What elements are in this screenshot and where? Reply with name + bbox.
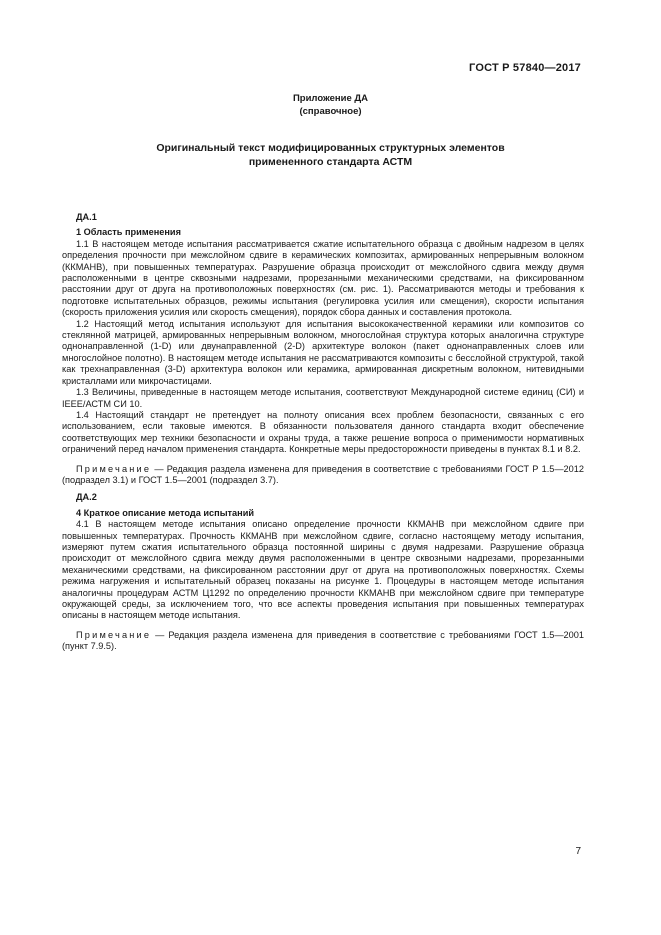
section-label-da2: ДА.2 — [76, 492, 97, 503]
standard-code: ГОСТ Р 57840—2017 — [469, 62, 581, 74]
note-label: Примечание — [76, 463, 152, 474]
paragraph-1-1: 1.1 В настоящем методе испытания рассматривается сжатие испытательного образца с двойным надрезом в целях определения прочности при межслойном сдвиге в керамических композитах, армированных непрерывным волокном (ККМАНВ), при повышенных температурах. Разрушение образца происходит от межслойного сдвига между двумя расположенными в центре сквозными надрезами, прорезанными механическими средствами, на фиксированном расстоянии друг от друга на противоположных поверхностях (см. рис. 1). Рассматриваются методы и требования к подготовке испытательных образцов, режимы испытания (регулировка усилия или смещения), скорости испытания (скорость приложения усилия или скорость смещения), порядок сбора данных и составления протокола. — [62, 238, 584, 318]
paragraph-1-3: 1.3 Величины, приведенные в настоящем методе испытания, соответствуют Международной системе единиц (СИ) и IEEE/АСТМ СИ 10. — [62, 387, 584, 409]
section-label-da1: ДА.1 — [76, 212, 97, 222]
note-text: — Редакция раздела изменена для приведения в соответствие с требованиями ГОСТ 1.5—2001 (пункт 7.9.5). — [62, 629, 584, 652]
document-title — [0, 141, 661, 169]
note-label: Примечание — [76, 629, 152, 640]
page-number: 7 — [575, 846, 581, 857]
note-section-2 — [62, 630, 584, 653]
paragraph-1-4: 1.4 Настоящий стандарт не претендует на полноту описания всех проблем безопасности, связанных с его использованием, если таковые имеются. В обязанности пользователя данного стандарта входит обеспечение соответствующих мер техники безопасности и охраны труда, а также решение вопроса о применимости нормативных ограничений перед началом применения стандарта. Конкретные меры предосторожности приведены в пунктах 8.1 и 8.2. — [62, 409, 584, 455]
paragraph-4-1: 4.1 В настоящем методе испытания описано определение прочности ККМАНВ при межслойном сдвиге при повышенных температурах. Прочность ККМАНВ при межслойном сдвиге, согласно настоящему методу испытания, измеряют путем сжатия испытательного образца постоянной ширины с двумя надрезами. Разрушение образца происходит от межслойного сдвига между двумя расположенными в центре сквозными надрезами, прорезанными механическими средствами, на фиксированном расстоянии друг от друга на противоположных поверхностях. Схемы режима нагружения и испытательный образец показаны на рисунке 1. Процедуры в настоящем методе испытания аналогичны процедурам АСТМ Ц1292 по определению прочности ККМАНВ при межслойном сдвиге при температуре окружающей среды, за исключением того, что все аспекты проведения испытания при повышенных температурах описаны в настоящем методе испытания. — [62, 519, 584, 621]
document-title-line2: примененного стандарта АСТМ — [248, 156, 413, 168]
note-text: — Редакция раздела изменена для приведения в соответствие с требованиями ГОСТ Р 1.5—2012 (подраздел 3.1) и ГОСТ 1.5—2001 (подраздел 3.7). — [62, 463, 584, 485]
annex-subtitle: (справочное) — [299, 106, 362, 117]
document-title-line1: Оригинальный текст модифицированных структурных элементов — [156, 142, 505, 154]
annex-heading — [0, 92, 661, 118]
section-heading-summary: 4 Краткое описание метода испытаний — [76, 507, 254, 518]
section-heading-scope: 1 Область применения — [76, 227, 181, 238]
paragraph-1-2: 1.2 Настоящий метод испытания используют для испытания высококачественной керамики или композитов со стеклянной матрицей, армированных непрерывным волокном, многослойная структура которых аналогична структуре однонаправленной (1-D) или двунаправленной (2-D) архитектуре волокон (пакет однонаправленных слоев или многослойное полотно). В настоящем методе испытания не рассматриваются композиты с бесслойной структурой, такой как трехнаправленная (3-D) архитектура волокон или керамика, армированная дискретным волокном, нитевидными кристаллами или микрочастицами. — [62, 318, 584, 386]
annex-title: Приложение ДА — [292, 93, 369, 104]
note-section-1 — [62, 464, 584, 487]
document-body — [62, 212, 584, 653]
